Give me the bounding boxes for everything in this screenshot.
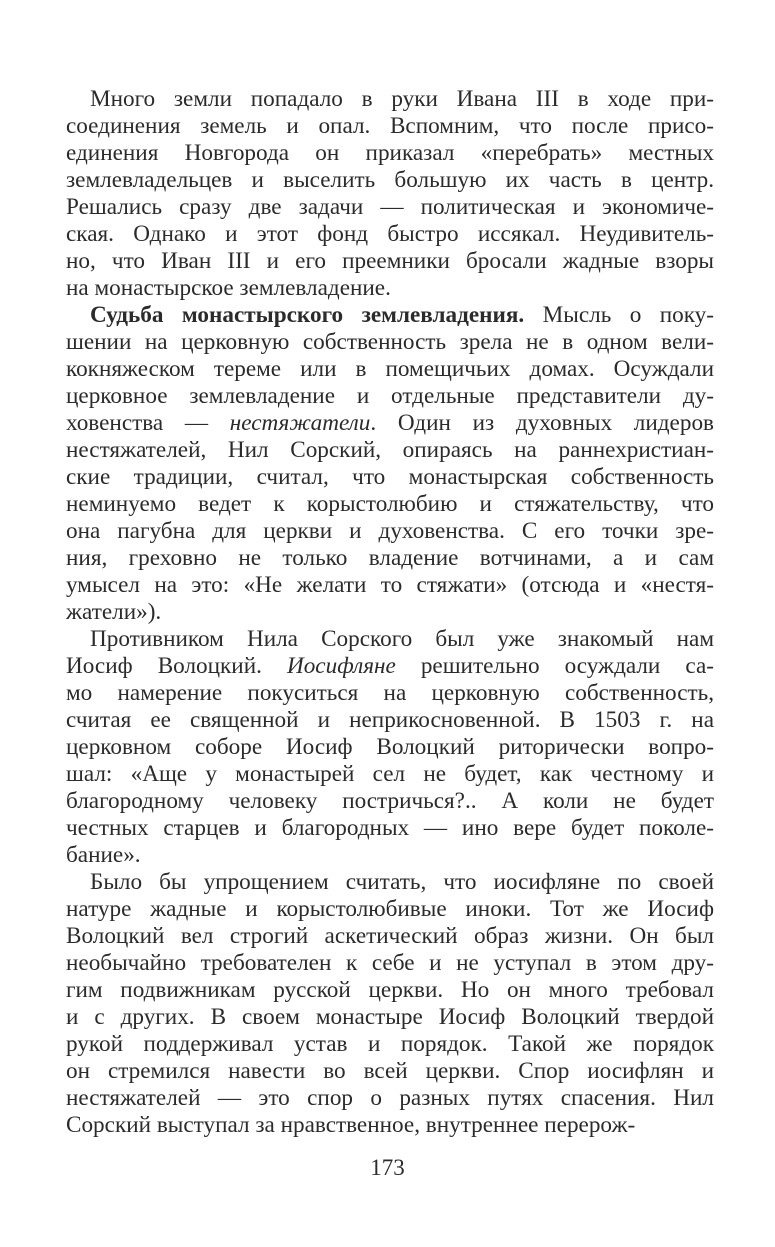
text-line (66, 1112, 714, 1139)
text-line (66, 572, 714, 599)
text-line (66, 194, 714, 221)
text-line (66, 491, 714, 518)
text-segment: землевладельцев и выселить большую их часть в центр. (66, 167, 714, 193)
text-segment: ские традиции, считал, что монастырская собственность (66, 464, 714, 490)
section-heading: Судьба монастырского землевладения. (90, 302, 525, 328)
text-line (66, 410, 714, 437)
text-segment: натуре жадные и корыстолюбивые иноки. Тот же Иосиф (66, 896, 714, 922)
page-number: 173 (370, 1155, 405, 1180)
text-segment: считая ее священной и неприкосновенной. В 1503 г. на (66, 707, 714, 733)
text-line (66, 1004, 714, 1031)
text-segment: она пагубна для церкви и духовенства. С его точки зре- (66, 518, 714, 544)
text-line (66, 329, 714, 356)
paragraph (66, 869, 714, 1139)
text-segment: Было бы упрощением считать, что иосифляне по своей (90, 869, 714, 895)
paragraph (66, 86, 714, 302)
text-line (66, 356, 714, 383)
text-line (66, 383, 714, 410)
text-line (66, 437, 714, 464)
text-segment: Много земли попадало в руки Ивана III в ходе при- (90, 86, 714, 112)
text-segment: гим подвижникам русской церкви. Но он много требовал (66, 977, 714, 1003)
text-line (66, 545, 714, 572)
text-line (66, 842, 714, 869)
text-segment: Решались сразу две задачи — политическая и экономиче- (66, 194, 714, 220)
page-text (66, 86, 714, 1139)
text-line (66, 626, 714, 653)
text-line (66, 977, 714, 1004)
emphasized-term: Иосифляне (286, 653, 396, 679)
emphasized-term: нестяжатели (229, 410, 371, 436)
text-line (66, 761, 714, 788)
text-line (66, 302, 714, 329)
text-line (66, 518, 714, 545)
text-segment: Противником Нила Сорского был уже знакомый нам (90, 626, 714, 652)
text-segment: Волоцкий вел строгий аскетический образ жизни. Он был (66, 923, 714, 949)
text-segment: . Один из духовных лидеров (370, 410, 714, 436)
text-line (66, 275, 714, 302)
text-line (66, 248, 714, 275)
text-line (66, 815, 714, 842)
text-segment: решительно осуждали са- (395, 653, 714, 679)
text-line (66, 734, 714, 761)
text-segment: шал: «Аще у монастырей сел не будет, как честному и (66, 761, 714, 787)
text-segment: рукой поддерживал устав и порядок. Такой же порядок (66, 1031, 714, 1057)
text-line (66, 788, 714, 815)
text-segment: ская. Однако и этот фонд быстро иссякал. Неудивитель- (66, 221, 714, 247)
text-segment: на монастырское землевладение. (66, 275, 391, 301)
text-segment: он стремился навести во всей церкви. Спор иосифлян и (66, 1058, 714, 1084)
text-segment: кокняжеском тереме или в помещичьих домах. Осуждали (66, 356, 714, 382)
text-line (66, 1058, 714, 1085)
text-segment: церковном соборе Иосиф Волоцкий риторически вопро- (66, 734, 714, 760)
text-line (66, 1085, 714, 1112)
text-segment: благородному человеку постричься?.. А коли не будет (66, 788, 714, 814)
text-segment: церковное землевладение и отдельные представители ду- (66, 383, 714, 409)
text-segment: бание». (66, 842, 141, 868)
text-segment: шении на церковную собственность зрела не в одном вели- (66, 329, 714, 355)
text-segment: ния, греховно не только владение вотчинами, а и сам (66, 545, 714, 571)
paragraph (66, 626, 714, 869)
text-segment: нестяжателей — это спор о разных путях спасения. Нил (66, 1085, 714, 1111)
text-segment: необычайно требователен к себе и не уступал в этом дру- (66, 950, 714, 976)
text-segment: единения Новгорода он приказал «перебрать» местных (66, 140, 714, 166)
text-line (66, 923, 714, 950)
text-line (66, 869, 714, 896)
text-line (66, 464, 714, 491)
text-line (66, 653, 714, 680)
text-line (66, 707, 714, 734)
paragraph (66, 302, 714, 626)
text-segment: Мысль о поку- (524, 302, 715, 328)
text-line (66, 167, 714, 194)
text-line (66, 86, 714, 113)
text-segment: соединения земель и опал. Вспомним, что после присо- (66, 113, 714, 139)
text-segment: жатели»). (66, 599, 162, 625)
text-segment: умысел на это: «Не желати то стяжати» (отсюда и «нестя- (66, 572, 714, 598)
text-line (66, 599, 714, 626)
text-segment: Сорский выступал за нравственное, внутреннее перерож- (66, 1112, 636, 1138)
text-segment: неминуемо ведет к корыстолюбию и стяжательству, что (66, 491, 714, 517)
text-segment: честных старцев и благородных — ино вере будет поколе- (66, 815, 714, 841)
text-line (66, 221, 714, 248)
text-segment: и с других. В своем монастыре Иосиф Волоцкий твердой (66, 1004, 714, 1030)
text-line (66, 1031, 714, 1058)
text-segment: Иосиф Волоцкий. (66, 653, 287, 679)
text-line (66, 113, 714, 140)
text-line (66, 896, 714, 923)
text-line (66, 950, 714, 977)
text-segment: но, что Иван III и его преемники бросали жадные взоры (66, 248, 714, 274)
text-line (66, 680, 714, 707)
text-line (66, 140, 714, 167)
text-segment: ховенства — (66, 410, 230, 436)
text-segment: нестяжателей, Нил Сорский, опираясь на раннехристиан- (66, 437, 714, 463)
text-segment: мо намерение покуситься на церковную собственность, (66, 680, 714, 706)
